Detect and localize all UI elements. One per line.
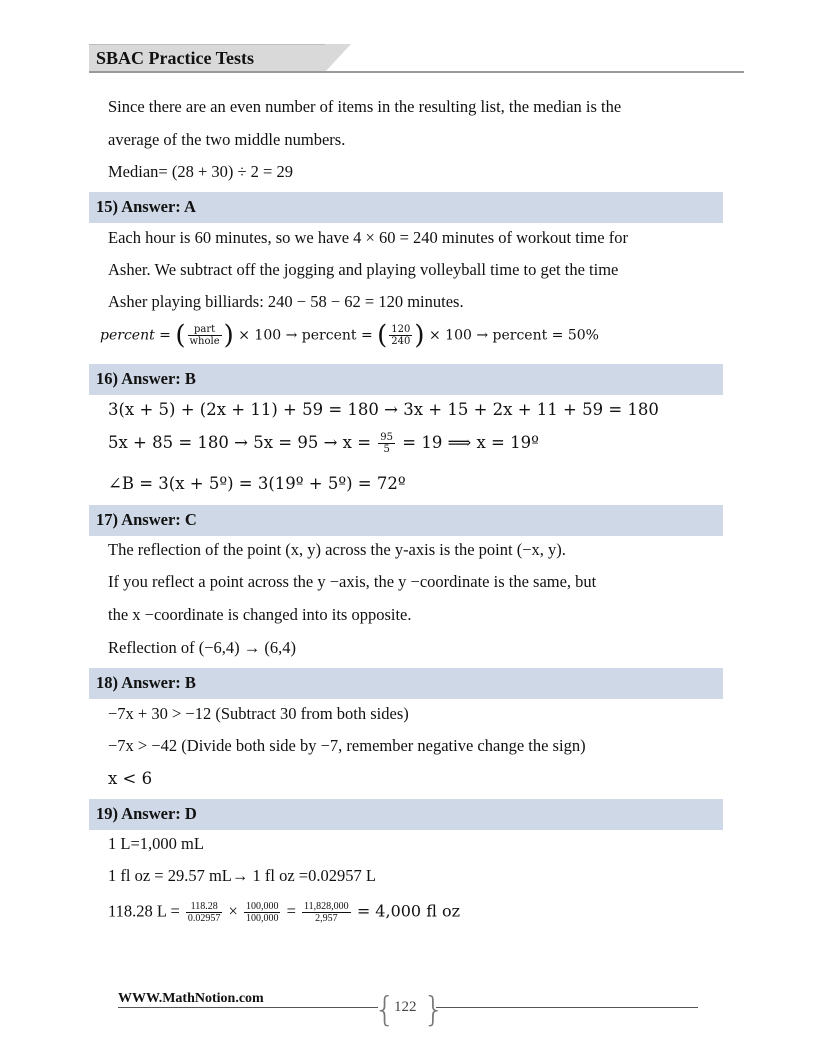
q19-fraction-1: $\frac{118.28}{0.02957}$ <box>187 901 221 924</box>
part-whole-fraction: $\frac{\text{part}}{\text{whole}}$ <box>189 324 220 347</box>
answer-heading-15: 15) Answer: A <box>96 197 196 216</box>
q16-fraction: $\frac{95}{5}$ <box>380 432 394 455</box>
q18-line-3: x < 6 <box>108 769 153 788</box>
answer-bar-18 <box>89 668 723 699</box>
q16-line-1: 3(x + 5) + (2x + 11) + 59 = 180 → 3x + 15 + 2x + 11 + 59 = 180 <box>108 400 659 419</box>
q16-line-2 <box>108 432 539 455</box>
answer-bar-19 <box>89 799 723 830</box>
q19-line-3b: = 4,000 fl oz <box>356 901 461 921</box>
left-brace-icon: { <box>374 990 396 1030</box>
intro-line-1: Since there are an even number of items in the resulting list, the median is the <box>108 97 622 116</box>
answer-heading-19: 19) Answer: D <box>96 804 197 823</box>
q19-line-3a: 118.28 L = <box>108 901 180 921</box>
q15-line-2: Asher. We subtract off the jogging and playing volleyball time to get the time <box>108 260 619 279</box>
intro-line-3: Median= (28 + 30) ÷ 2 = 29 <box>108 162 293 181</box>
q19-times: × <box>228 901 238 921</box>
q17-line-1: The reflection of the point (x, y) across the y-axis is the point (−x, y). <box>108 540 566 559</box>
q18-line-2: −7x > −42 (Divide both side by −7, remember negative change the sign) <box>108 736 586 755</box>
answer-bar-17 <box>89 505 723 536</box>
intro-line-2: average of the two middle numbers. <box>108 130 346 149</box>
ratio-fraction: $\frac{120}{240}$ <box>391 324 411 347</box>
header-rule <box>89 71 744 73</box>
q16-line-3: ∠B = 3(x + 5º) = 3(19º + 5º) = 72º <box>108 474 406 493</box>
q18-line-1: −7x + 30 > −12 (Subtract 30 from both sides) <box>108 704 409 723</box>
q19-line-1: 1 L=1,000 mL <box>108 834 204 853</box>
q17-line-2: If you reflect a point across the y −axis, the y −coordinate is the same, but <box>108 572 597 591</box>
answer-bar-16 <box>89 364 723 395</box>
q19-equals: = <box>286 901 296 921</box>
page-number: 122 <box>394 999 417 1015</box>
answer-heading-18: 18) Answer: B <box>96 673 196 692</box>
q19-fraction-3: $\frac{11,828,000}{2,957}$ <box>304 901 349 924</box>
q15-pct-c: × 100 → percent = 50% <box>428 327 599 344</box>
footer-site: WWW.MathNotion.com <box>118 991 264 1006</box>
q19-line-3 <box>108 901 460 924</box>
q19-line-2: 1 fl oz = 29.57 mL→ 1 fl oz =0.02957 L <box>108 866 376 885</box>
q17-line-4: Reflection of (−6,4) → (6,4) <box>108 638 297 657</box>
right-brace-icon: } <box>423 990 445 1030</box>
q15-pct-b: × 100 → percent = <box>238 327 373 344</box>
q17-line-3: the x −coordinate is changed into its opposite. <box>108 605 412 624</box>
q15-percent-equation: percent = ( $\frac{\text{part}}{\text{whole}}$ ) × 100 → percent = ( $\frac{120}{240}$ ) × 100 → percent = 50% <box>100 320 599 351</box>
answer-heading-16: 16) Answer: B <box>96 369 196 388</box>
header-title: SBAC Practice Tests <box>96 48 254 68</box>
q15-pct-a: percent = <box>100 327 171 344</box>
q15-line-1: Each hour is 60 minutes, so we have 4 × 60 = 240 minutes of workout time for <box>108 228 628 247</box>
q16-line-2b: = 19 ⟹ x = 19º <box>402 433 539 452</box>
q19-fraction-2: $\frac{100,000}{100,000}$ <box>245 901 279 924</box>
answer-heading-17: 17) Answer: C <box>96 510 197 529</box>
q16-line-2a: 5x + 85 = 180 → 5x = 95 → x = <box>108 433 372 452</box>
q15-line-3: Asher playing billiards: 240 − 58 − 62 = 120 minutes. <box>108 292 464 311</box>
answer-bar-15 <box>89 192 723 223</box>
